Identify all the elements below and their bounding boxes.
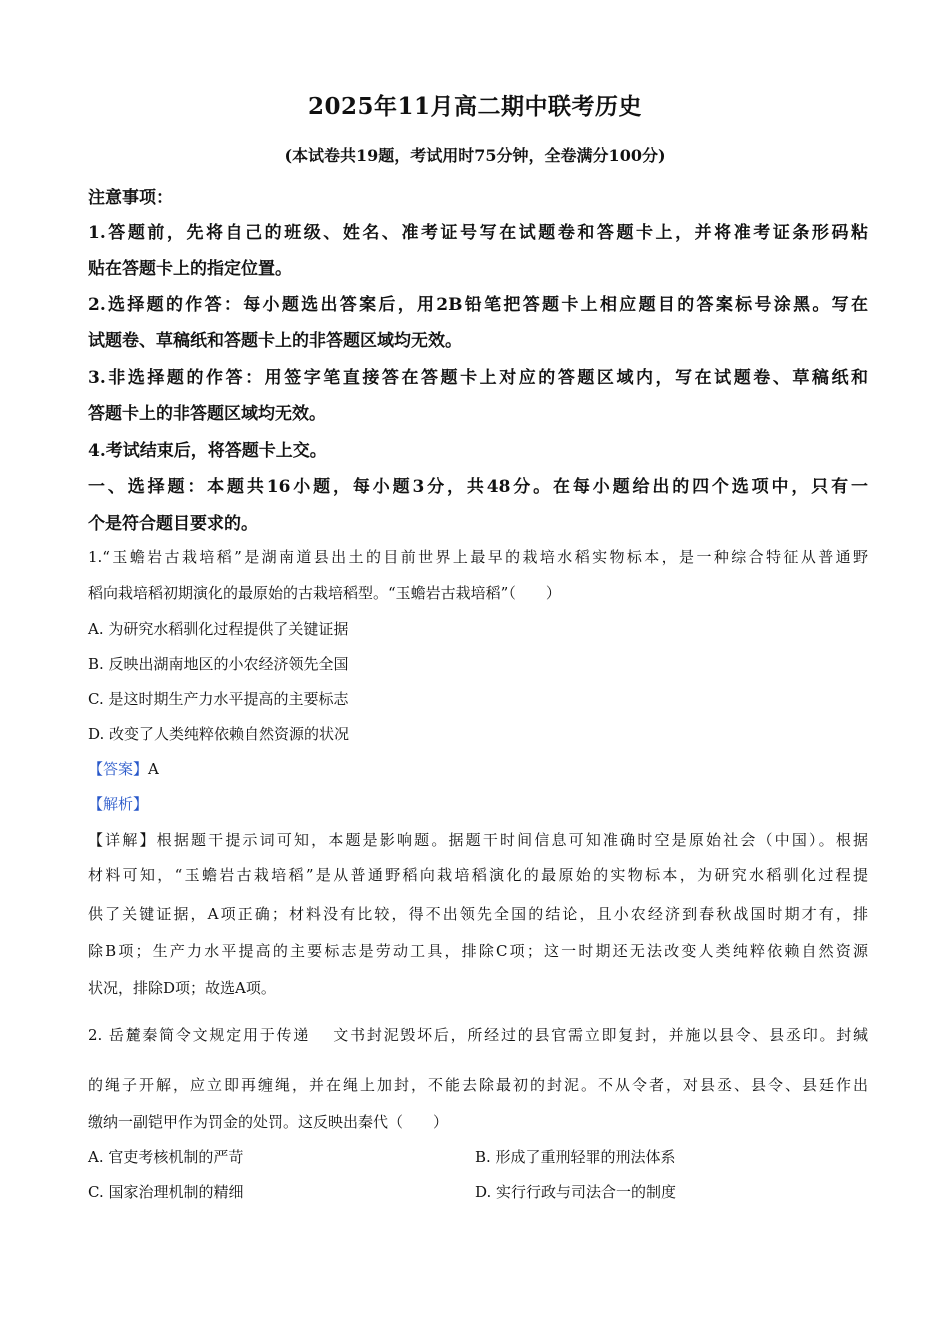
answer-value: A (148, 760, 159, 778)
q2-option-d: D. 实行行政与司法合一的制度 (475, 1183, 677, 1201)
q2-option-c: C. 国家治理机制的精细 (88, 1183, 244, 1201)
q1-stem: 1.“玉蟾岩古栽培稻”是湖南道县出土的目前世界上最早的栽培水稻实物标本，是一种综合特征从普通野 (88, 548, 868, 566)
notice-line: 1.答题前，先将自己的班级、姓名、准考证号写在试题卷和答题卡上，并将准考证条形码粘 (88, 223, 868, 243)
q1-detail: 材料可知，“玉蟾岩古栽培稻”是从普通野稻向栽培稻演化的最原始的实物标本，为研究水稻驯化过程提 (88, 866, 868, 884)
page-subtitle: (本试卷共19题，考试用时75分钟，全卷满分100分) (284, 146, 666, 165)
notice-line: 试题卷、草稿纸和答题卡上的非答题区域均无效。 (88, 331, 462, 351)
notice-line: 答题卡上的非答题区域均无效。 (88, 404, 326, 424)
notice-line: 4.考试结束后，将答题卡上交。 (88, 441, 327, 461)
notice-heading: 注意事项： (88, 188, 173, 208)
q1-option-b: B. 反映出湖南地区的小农经济领先全国 (88, 655, 349, 673)
notice-line: 2.选择题的作答：每小题选出答案后，用2B铅笔把答题卡上相应题目的答案标号涂黑。写在 (88, 295, 868, 315)
q2-stem: 的绳子开解，应立即再缠绳，并在绳上加封，不能去除最初的封泥。不从令者，对县丞、县令、县廷作出 (88, 1076, 868, 1094)
notice-line: 贴在答题卡上的指定位置。 (88, 259, 292, 279)
q1-option-a: A. 为研究水稻驯化过程提供了关键证据 (88, 620, 349, 638)
q1-option-d: D. 改变了人类纯粹依赖自然资源的状况 (88, 725, 350, 743)
notice-line: 3.非选择题的作答：用签字笔直接答在答题卡上对应的答题区域内，写在试题卷、草稿纸和 (88, 368, 868, 388)
q2-option-b: B. 形成了重刑轻罪的刑法体系 (475, 1148, 676, 1166)
section-heading: 个是符合题目要求的。 (88, 514, 258, 534)
q1-option-c: C. 是这时期生产力水平提高的主要标志 (88, 690, 349, 708)
section-heading: 一、选择题：本题共16小题，每小题3分，共48分。在每小题给出的四个选项中，只有一 (88, 477, 868, 497)
q1-stem: 稻向栽培稻初期演化的最原始的古栽培稻型。“玉蟾岩古栽培稻”（ ） (88, 584, 561, 602)
answer-label: 【答案】 (88, 760, 149, 778)
q2-stem: 缴纳一副铠甲作为罚金的处罚。这反映出秦代（ ） (88, 1113, 449, 1131)
q2-stem: 2. 岳麓秦简令文规定用于传递 文书封泥毁坏后，所经过的县官需立即复封，并施以县令、县丞印。封缄 (88, 1026, 868, 1044)
analysis-label: 【解析】 (88, 795, 149, 813)
q1-detail: 除B项；生产力水平提高的主要标志是劳动工具，排除C项；这一时期还无法改变人类纯粹依赖自然资源 (88, 942, 868, 960)
page-title: 2025年11月高二期中联考历史 (307, 93, 643, 120)
q2-option-a: A. 官吏考核机制的严苛 (88, 1148, 244, 1166)
q1-detail: 状况，排除D项；故选A项。 (88, 979, 276, 997)
q1-answer (88, 758, 868, 779)
q1-detail: 供了关键证据，A项正确；材料没有比较，得不出领先全国的结论，且小农经济到春秋战国时期才有，排 (88, 905, 868, 923)
q1-detail: 【详解】根据题干提示词可知，本题是影响题。据题干时间信息可知准确时空是原始社会（中国）。根据 (88, 831, 868, 849)
